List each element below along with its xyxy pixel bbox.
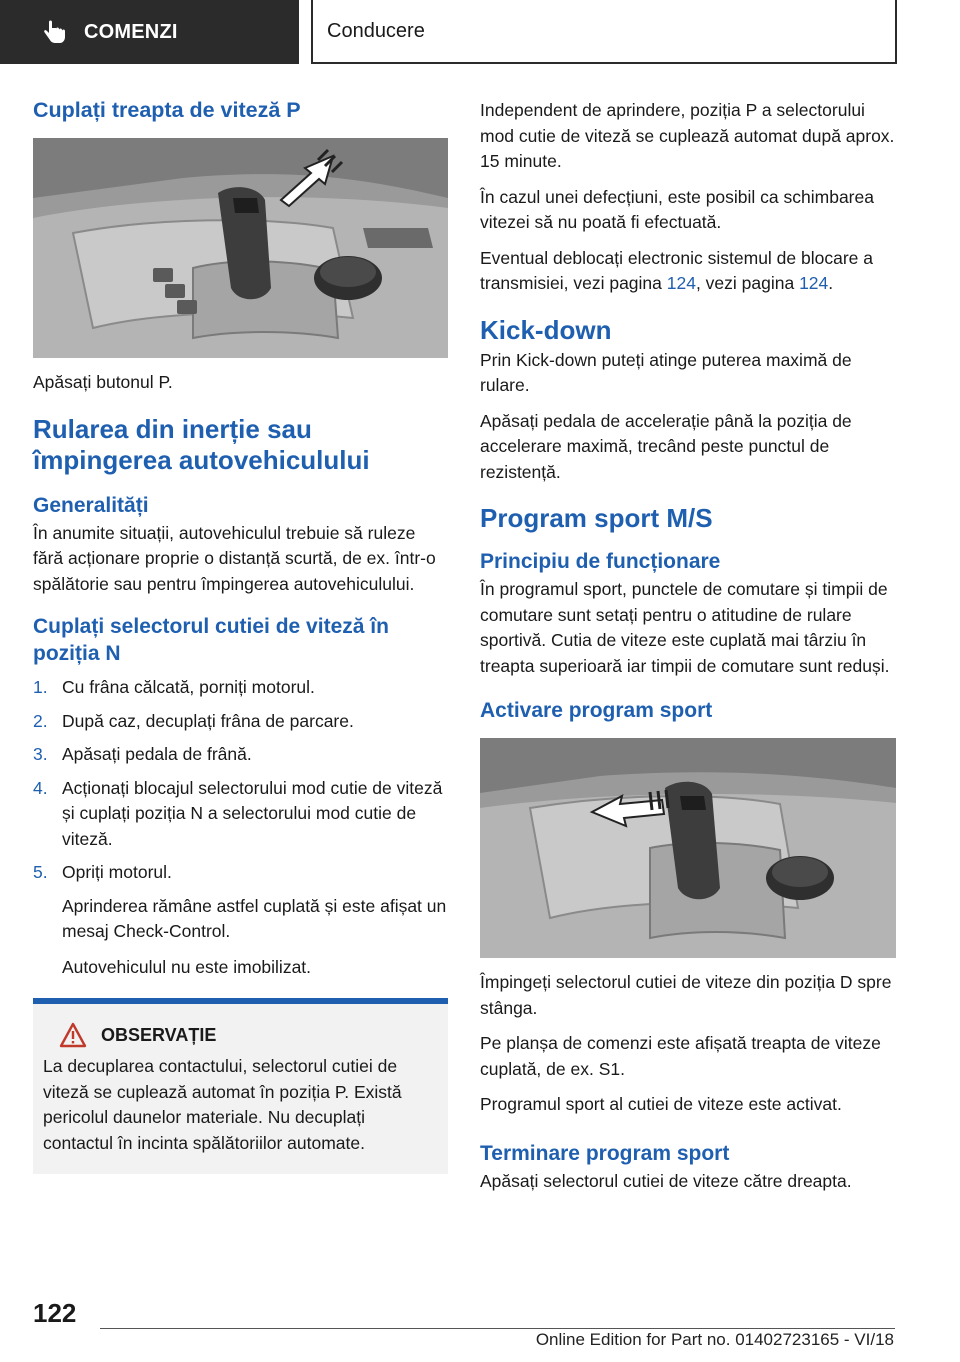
heading-activate: Activare program sport bbox=[480, 699, 713, 722]
list-item bbox=[33, 675, 448, 701]
notice-title: OBSERVAȚIE bbox=[101, 1024, 217, 1045]
heading-park: Cuplați treapta de viteză P bbox=[33, 98, 301, 122]
step5-note-immobilized: Autovehiculul nu este imobilizat. bbox=[62, 956, 312, 977]
left-column bbox=[33, 96, 448, 1174]
step-text: Cu frâna călcată, porniți motorul. bbox=[62, 677, 315, 697]
page-link-124[interactable]: 124 bbox=[666, 273, 696, 293]
footer-divider bbox=[100, 1328, 895, 1329]
notice-text: La decuplarea contactului, selectorul cutiei de viteză se cuplează automat în poziția P. Există pericolul daunelor materiale. Nu decuplați contactul în incinta spălătoriilor automate. bbox=[43, 1056, 402, 1153]
step-number: 2. bbox=[33, 710, 48, 731]
end-sport-text: Apăsați selectorul cutiei de viteze către dreapta. bbox=[480, 1170, 852, 1191]
step-number: 5. bbox=[33, 862, 48, 882]
unlock-text-b: , vezi pagina bbox=[695, 273, 800, 293]
page-header bbox=[0, 0, 960, 66]
heading-neutral: Cuplați selectorul cutiei de viteză în poziția N bbox=[33, 615, 389, 665]
step-text: Opriți motorul. bbox=[62, 862, 172, 882]
unlock-text-a: Eventual deblocați electronic sistemul de blocare a transmisiei, vezi pagina bbox=[480, 247, 873, 293]
unlock-text bbox=[480, 246, 896, 297]
defect-text: În cazul unei defecțiuni, este posibil ca schimbarea vitezei să nu poată fi efectuată. bbox=[480, 186, 874, 232]
warning-triangle-icon bbox=[59, 1022, 87, 1048]
tab-section[interactable] bbox=[311, 0, 897, 64]
activate-text-1: Împingeți selectorul cutiei de viteze din poziția D spre stânga. bbox=[480, 972, 892, 1018]
step5-note-ignition: Aprinderea rămâne astfel cuplată și este afișat un mesaj Check-Control. bbox=[62, 895, 447, 941]
step-text: Acționați blocajul selectorului mod cutie de viteză și cuplați poziția N a selectorului mod cutie de viteză. bbox=[62, 777, 443, 849]
page-number: 122 bbox=[33, 1298, 77, 1328]
heading-general: Generalități bbox=[33, 493, 149, 517]
list-item bbox=[33, 742, 448, 768]
unlock-text-c: . bbox=[828, 273, 834, 293]
hand-pointer-icon bbox=[40, 17, 70, 47]
notice-header bbox=[43, 1022, 436, 1048]
heading-kickdown: Kick-down bbox=[480, 314, 612, 345]
list-item bbox=[33, 776, 448, 853]
steps-list bbox=[33, 675, 448, 886]
list-item bbox=[33, 860, 448, 886]
activate-text-3: Programul sport al cutiei de viteze este activat. bbox=[480, 1094, 842, 1114]
activate-text-2: Pe planșa de comenzi este afișată treapta de viteze cuplată, de ex. S1. bbox=[480, 1033, 881, 1079]
kickdown-text-1: Prin Kick-down puteți atinge puterea maximă de rulare. bbox=[480, 349, 852, 395]
step-text: Apăsați pedala de frână. bbox=[62, 744, 252, 764]
gear-selector-photo-sport bbox=[480, 738, 896, 958]
heading-principle: Principiu de funcționare bbox=[480, 550, 721, 573]
park-caption: Apăsați butonul P. bbox=[33, 372, 173, 392]
step-text: După caz, decuplați frâna de parcare. bbox=[62, 710, 354, 731]
footer-edition: Online Edition for Part no. 01402723165 - VI/18 bbox=[535, 1330, 894, 1349]
tab-section-label: Conducere bbox=[327, 19, 425, 42]
page-link-124-second[interactable]: 124 bbox=[799, 273, 829, 293]
tab-start[interactable] bbox=[0, 0, 299, 64]
notice-box bbox=[33, 998, 448, 1174]
general-text: În anumite situații, autovehiculul trebuie să ruleze fără acționare proprie o distanță scurtă, de ex. într-o spălătorie sau pentru împingerea autovehiculului. bbox=[33, 522, 436, 594]
list-item bbox=[33, 709, 448, 735]
step-number: 3. bbox=[33, 744, 48, 764]
tab-start-label: COMENZI bbox=[84, 20, 178, 43]
kickdown-text-2: Apăsați pedala de accelerație până la poziția de accelerare maximă, trecând peste punctul de rezistență. bbox=[480, 410, 852, 482]
gear-selector-photo-p bbox=[33, 138, 448, 358]
step-number: 1. bbox=[33, 677, 48, 697]
auto-park-text: Independent de aprindere, poziția P a selectorului mod cutie de viteză se cuplează automat după aprox. 15 minute. bbox=[480, 100, 895, 171]
heading-rolling: Rularea din inerție sau împingerea autovehiculului bbox=[33, 413, 370, 475]
heading-end-sport: Terminare program sport bbox=[480, 1141, 730, 1165]
step-number: 4. bbox=[33, 777, 48, 798]
right-column bbox=[480, 96, 896, 1204]
heading-sport-program: Program sport M/S bbox=[480, 503, 713, 533]
principle-text: În programul sport, punctele de comutare și timpii de comutare sunt setați pentru o atitudine de rulare sportivă. Cutia de viteze este cuplată mai târziu în treapta superioară iar timpii de comutare sunt reduși. bbox=[480, 579, 890, 676]
